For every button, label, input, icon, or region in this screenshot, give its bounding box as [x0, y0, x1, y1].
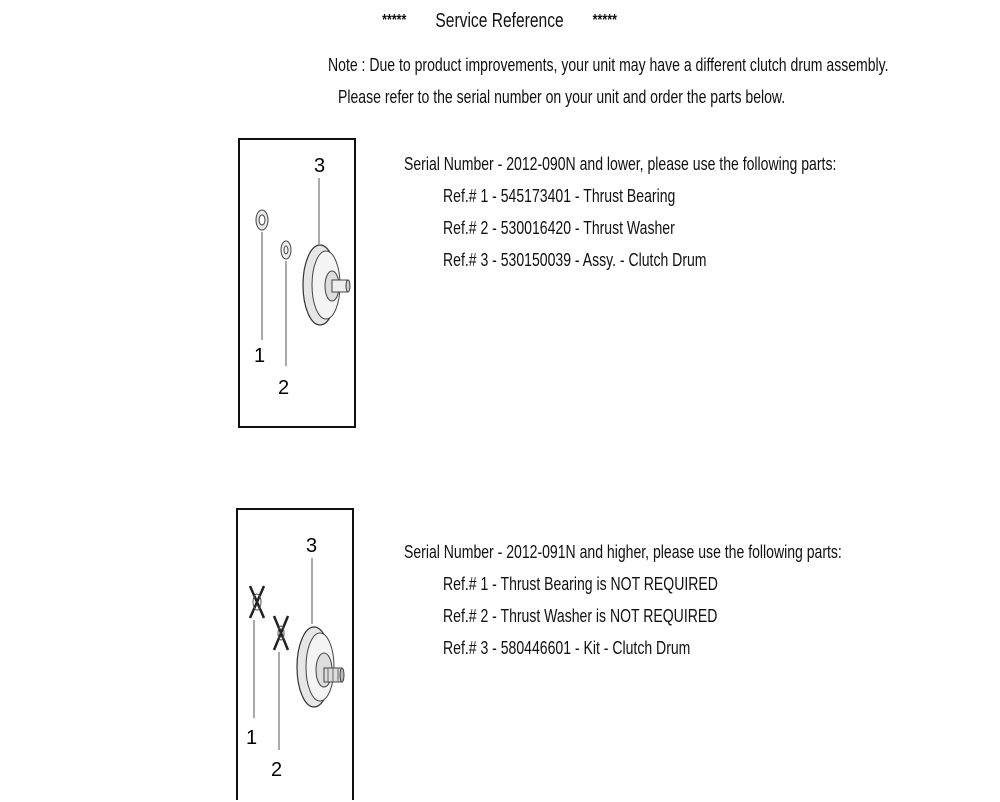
note-line-2: Please refer to the serial number on your unit and order the parts below.	[338, 87, 786, 107]
ref-line: Ref.# 1 - 545173401 - Thrust Bearing	[443, 186, 676, 206]
ref-line: Ref.# 2 - 530016420 - Thrust Washer	[443, 218, 675, 238]
diagram-frame-old	[238, 138, 356, 428]
clutch-drum-part	[303, 245, 350, 325]
ref-line: Ref.# 3 - 580446601 - Kit - Clutch Drum	[443, 638, 691, 658]
ref-line: Ref.# 1 - Thrust Bearing is NOT REQUIRED	[443, 574, 718, 594]
ref-line: Ref.# 2 - Thrust Washer is NOT REQUIRED	[443, 606, 718, 626]
cross-out-mark-part-2	[274, 616, 288, 650]
title-stars-left: *****	[382, 12, 407, 29]
clutch-drum-exploded-diagram-new	[238, 510, 356, 802]
parts-list-old	[404, 148, 836, 276]
callout-2: 2	[271, 759, 283, 781]
serial-number-line: Serial Number - 2012-090N and lower, please use the following parts:	[404, 154, 837, 174]
title-text: Service Reference	[435, 10, 565, 32]
clutch-drum-kit-part	[297, 627, 344, 707]
diagram-frame-new	[236, 508, 354, 800]
callout-2: 2	[278, 377, 290, 399]
callout-3: 3	[314, 155, 326, 177]
thrust-washer-part	[281, 241, 291, 259]
parts-list-new	[404, 536, 842, 664]
callout-1: 1	[254, 345, 266, 367]
cross-out-mark-part-1	[250, 586, 264, 618]
thrust-bearing-part	[256, 210, 268, 230]
title-stars-right: *****	[593, 12, 618, 29]
page-title	[0, 10, 1000, 33]
callout-3: 3	[306, 535, 318, 557]
serial-number-line: Serial Number - 2012-091N and higher, please use the following parts:	[404, 542, 842, 562]
ref-line: Ref.# 3 - 530150039 - Assy. - Clutch Drum	[443, 250, 707, 270]
callout-1: 1	[246, 727, 258, 749]
note-line-1: Note : Due to product improvements, your unit may have a different clutch drum assembly.	[328, 55, 889, 75]
clutch-drum-exploded-diagram-old	[240, 140, 358, 430]
